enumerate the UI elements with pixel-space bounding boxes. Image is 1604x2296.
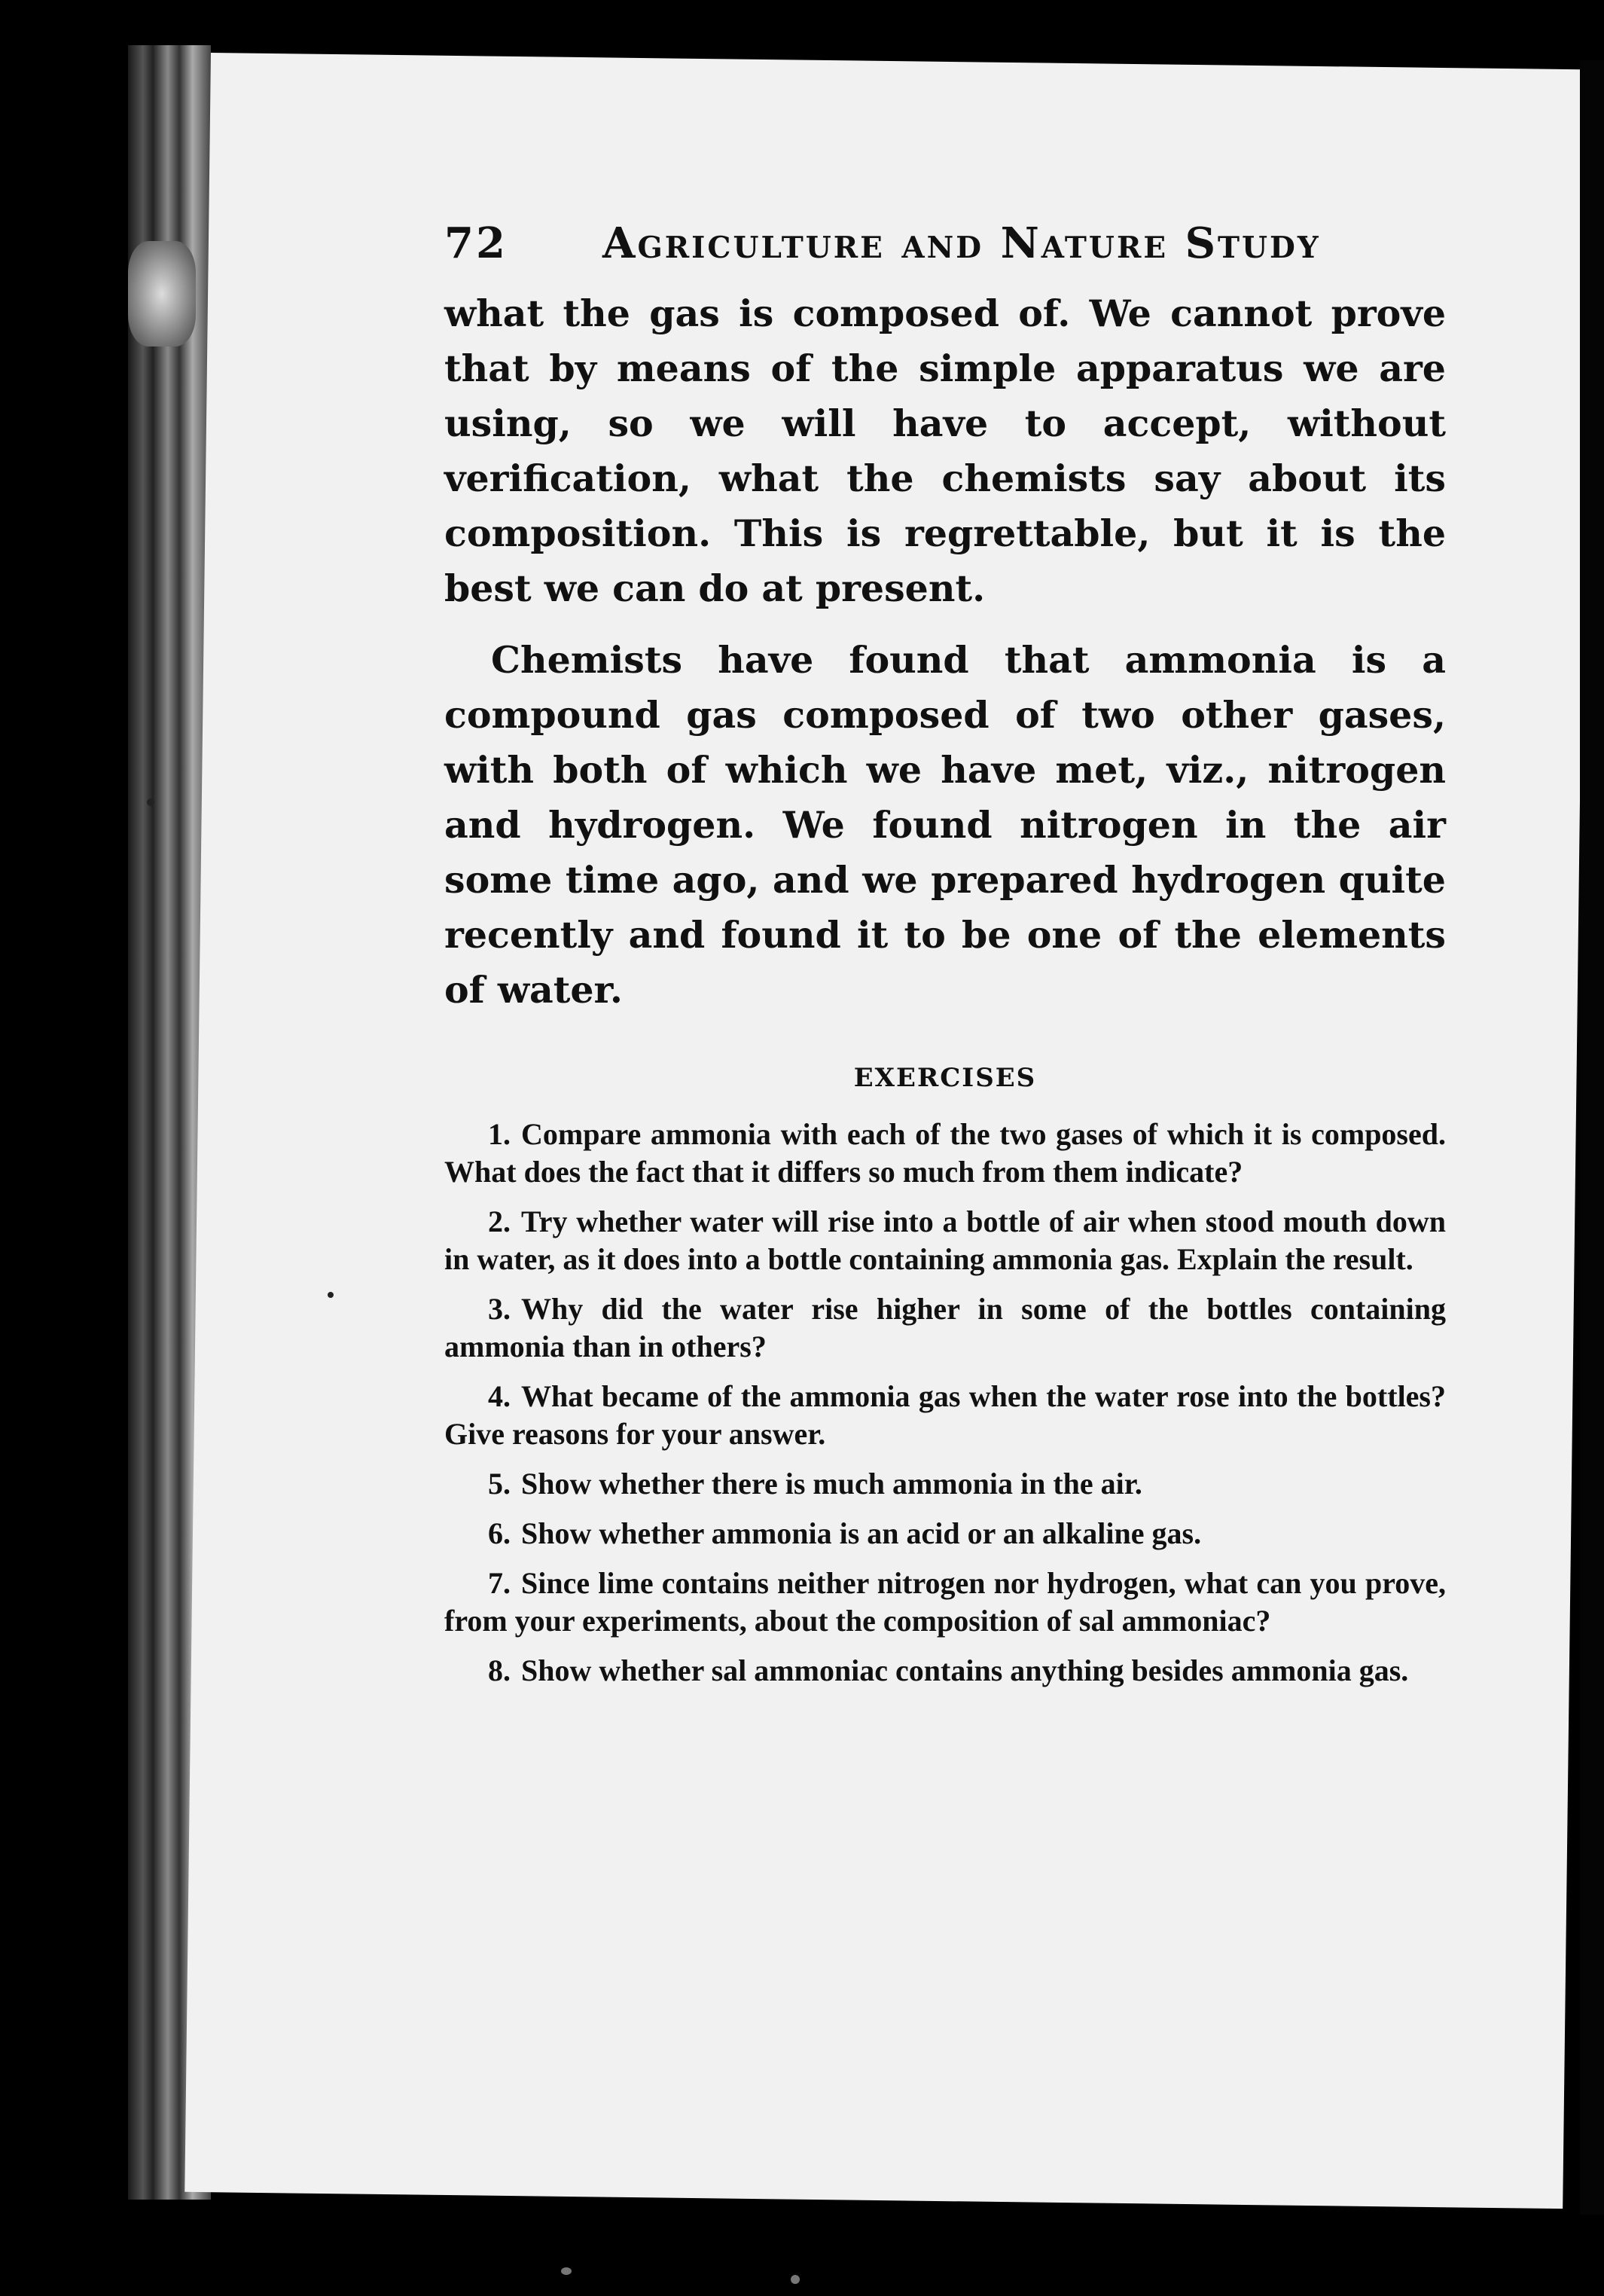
running-title: Agriculture and Nature Study <box>602 218 1321 268</box>
paragraph: what the gas is composed of. We cannot prove that by means of the simple apparatus we are using, so we will have to accept, without verification, what the chemists say about its composition. This is regrettable, but it is the best we can do at present. <box>444 292 1446 610</box>
scan-blemish <box>128 241 196 347</box>
scan-speck <box>791 2275 800 2284</box>
exercise-item: 7. Since lime contains neither nitrogen nor hydrogen, what can you prove, from your experiments, about the composition of sal ammoniac? <box>444 1566 1446 1638</box>
scan-speck <box>561 2267 572 2275</box>
exercise-item: 2. Try whether water will rise into a bottle of air when stood mouth down in water, as it does into a bottle containing ammonia gas. Explain the result. <box>444 1204 1446 1276</box>
exercise-item: 4. What became of the ammonia gas when the water rose into the bottles? Give reasons for your answer. <box>444 1379 1446 1451</box>
page-number: 72 <box>444 218 508 268</box>
exercise-item: 5. Show whether there is much ammonia in the air. <box>488 1467 1142 1501</box>
scan-speck <box>328 1292 334 1298</box>
exercise-item: 3. Why did the water rise higher in some of the bottles containing ammonia than in others? <box>444 1292 1446 1363</box>
running-head <box>444 218 1446 286</box>
exercise-list <box>444 1116 1446 1690</box>
exercises-heading: EXERCISES <box>853 1063 1037 1093</box>
page-text <box>444 218 1446 1702</box>
page-edge-shadow <box>1580 60 1604 2215</box>
scan-speck <box>147 798 154 806</box>
exercise-item: 6. Show whether ammonia is an acid or an alkaline gas. <box>488 1516 1202 1550</box>
exercise-item: 8. Show whether sal ammoniac contains anything besides ammonia gas. <box>488 1653 1409 1687</box>
exercise-item: 1. Compare ammonia with each of the two gases of which it is composed. What does the fact that it differs so much from them indicate? <box>444 1117 1446 1189</box>
paragraph: Chemists have found that ammonia is a compound gas composed of two other gases, with both of which we have met, viz., nitrogen and hydrogen. We found nitrogen in the air some time ago, and we prepared hydrogen quite recently and found it to be one of the elements of water. <box>444 638 1446 1012</box>
